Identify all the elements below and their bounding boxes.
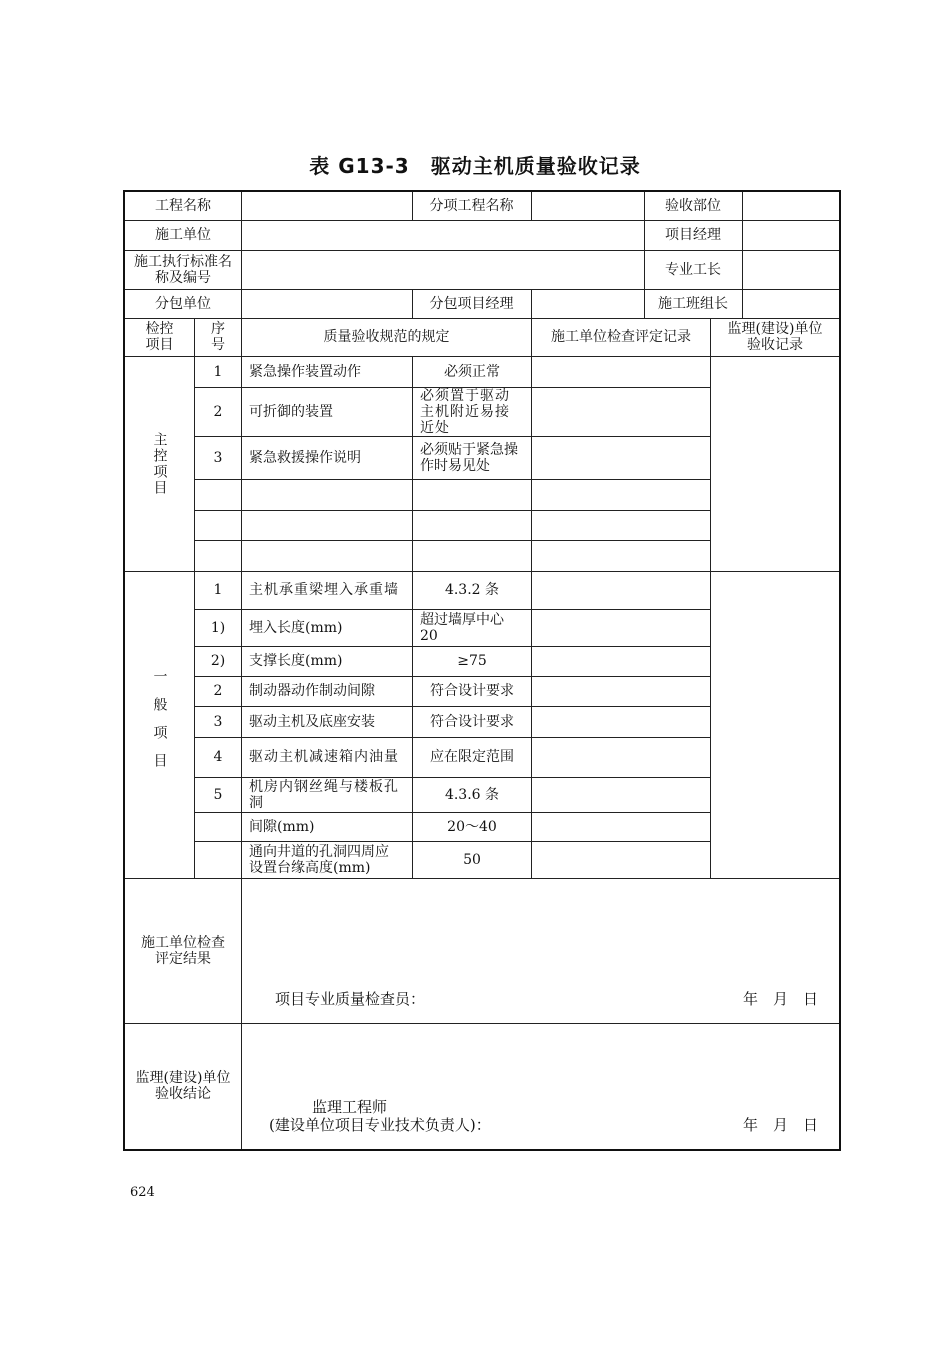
general-item-1-req: 4.3.2 条 <box>444 582 500 598</box>
project-name-label: 工程名称 <box>155 198 211 214</box>
standard-label: 施工执行标准名称及编号 <box>134 253 232 286</box>
main-item-1-check[interactable] <box>532 356 710 387</box>
general-item-4-no: 4 <box>213 749 223 765</box>
subcontract-manager-value[interactable] <box>532 289 644 318</box>
acceptance-part-label: 验收部位 <box>665 198 721 214</box>
supervision-conclusion-label: 监理(建设)单位验收结论 <box>135 1070 231 1102</box>
general-item-5a-name: 间隙(mm) <box>249 818 315 835</box>
main-items-supervision-record[interactable] <box>711 356 839 571</box>
general-item-4-name: 驱动主机减速箱内油量 <box>249 749 399 765</box>
sub-project-name-label: 分项工程名称 <box>429 198 514 214</box>
page-title: 表 G13-3 驱动主机质量验收记录 <box>309 154 641 178</box>
seq-column-header: 序号 <box>211 321 225 353</box>
general-item-1b-no: 2) <box>210 653 226 669</box>
project-name-value[interactable] <box>242 192 412 220</box>
team-leader-label: 施工班组长 <box>658 295 728 312</box>
acceptance-record-table <box>123 190 841 1151</box>
main-item-3-no: 3 <box>213 449 223 466</box>
project-manager-value[interactable] <box>743 220 839 250</box>
general-item-5b-name: 通向井道的孔洞四周应设置台缘高度(mm) <box>249 843 389 876</box>
general-item-5b-req: 50 <box>463 851 481 868</box>
general-item-1a-no: 1) <box>210 619 226 636</box>
tech-foreman-value[interactable] <box>743 250 839 289</box>
supervision-column-header: 监理(建设)单位验收记录 <box>727 321 823 353</box>
general-item-5a-no <box>195 812 241 841</box>
construction-unit-value[interactable] <box>242 220 644 250</box>
subcontract-manager-label: 分包项目经理 <box>429 295 514 312</box>
general-item-5-check[interactable] <box>532 777 710 812</box>
quality-inspector-label: 项目专业质量检查员： <box>275 990 426 1008</box>
general-item-5b-check[interactable] <box>532 841 710 878</box>
main-item-1-name: 紧急操作装置动作 <box>249 363 361 380</box>
main-item-2-check[interactable] <box>532 387 710 436</box>
general-item-4-check[interactable] <box>532 737 710 777</box>
acceptance-part-value[interactable] <box>743 192 839 220</box>
construction-unit-label: 施工单位 <box>155 227 211 243</box>
main-item-1-req: 必须正常 <box>444 363 500 380</box>
main-item-1-no: 1 <box>213 363 223 380</box>
general-item-1-name: 主机承重梁埋入承重墙 <box>249 582 399 598</box>
owner-technical-lead-label: (建设单位项目专业技术负责人)： <box>269 1116 491 1134</box>
main-item-3-name: 紧急救援操作说明 <box>249 449 361 466</box>
project-manager-label: 项目经理 <box>665 227 721 243</box>
general-item-2-name: 制动器动作制动间隙 <box>249 683 375 699</box>
general-item-5-req: 4.3.6 条 <box>444 786 500 803</box>
general-items-supervision-record[interactable] <box>711 571 839 878</box>
standard-value[interactable] <box>242 250 644 289</box>
supervision-engineer-label: 监理工程师 <box>312 1098 388 1116</box>
check-column-header: 施工单位检查评定记录 <box>551 329 691 345</box>
item-column-header: 检控项目 <box>145 321 174 353</box>
general-item-5b-no <box>195 841 241 878</box>
main-item-3-req: 必须贴于紧急操作时易见处 <box>420 441 518 474</box>
general-item-1b-check[interactable] <box>532 646 710 676</box>
general-item-1b-name: 支撑长度(mm) <box>249 653 343 669</box>
page-number: 624 <box>130 1185 155 1200</box>
sub-project-name-value[interactable] <box>532 192 644 220</box>
main-item-3-check[interactable] <box>532 436 710 479</box>
construction-result-label: 施工单位检查评定结果 <box>141 934 225 967</box>
main-item-2-no: 2 <box>213 403 223 420</box>
construction-result-date: 年 月 日 <box>743 990 819 1008</box>
general-item-5-name: 机房内钢丝绳与楼板孔洞 <box>249 778 399 811</box>
general-item-5a-check[interactable] <box>532 812 710 841</box>
general-item-1a-req: 超过墙厚中心 20 <box>420 611 504 644</box>
general-item-5a-req: 20～40 <box>447 818 497 835</box>
subcontract-unit-label: 分包单位 <box>155 295 211 312</box>
main-items-group-label: 主控项目 <box>151 431 168 496</box>
general-item-3-name: 驱动主机及底座安装 <box>249 713 375 730</box>
general-item-2-no: 2 <box>213 683 223 699</box>
general-item-3-check[interactable] <box>532 706 710 737</box>
tech-foreman-label: 专业工长 <box>665 261 721 278</box>
general-item-2-req: 符合设计要求 <box>430 683 514 699</box>
general-items-group-label: 一般项目 <box>151 668 168 781</box>
subcontract-unit-value[interactable] <box>242 289 412 318</box>
main-item-2-req: 必须置于驱动主机附近易接近处 <box>420 387 510 436</box>
general-item-1-check[interactable] <box>532 571 710 609</box>
general-item-1a-name: 埋入长度(mm) <box>249 619 343 636</box>
general-item-2-check[interactable] <box>532 676 710 706</box>
general-item-1-no: 1 <box>213 582 223 598</box>
general-item-5-no: 5 <box>213 786 223 803</box>
spec-column-header: 质量验收规范的规定 <box>323 329 450 345</box>
general-item-3-no: 3 <box>213 713 223 730</box>
general-item-4-req: 应在限定范围 <box>430 749 514 765</box>
supervision-conclusion-date: 年 月 日 <box>743 1116 819 1134</box>
team-leader-value[interactable] <box>743 289 839 318</box>
main-item-2-name: 可折御的装置 <box>249 403 333 420</box>
general-item-1b-req: ≥75 <box>457 653 487 669</box>
general-item-3-req: 符合设计要求 <box>430 713 514 730</box>
general-item-1a-check[interactable] <box>532 609 710 646</box>
